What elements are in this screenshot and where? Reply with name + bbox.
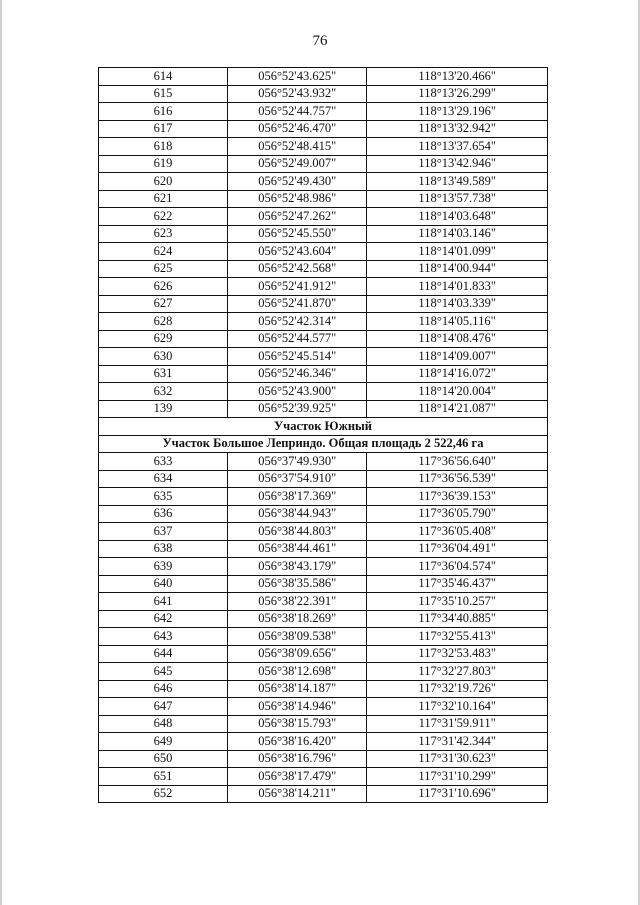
latitude-cell: 056°52'41.912" [228, 278, 367, 296]
point-number-cell: 623 [99, 225, 228, 243]
latitude-cell: 056°52'45.550" [228, 225, 367, 243]
point-number-cell: 624 [99, 243, 228, 261]
longitude-cell: 117°36'56.539" [367, 470, 548, 488]
point-number-cell: 640 [99, 575, 228, 593]
point-number-cell: 647 [99, 698, 228, 716]
point-number-cell: 618 [99, 138, 228, 156]
section-header-row [99, 435, 548, 453]
longitude-cell: 117°34'40.885" [367, 610, 548, 628]
longitude-cell: 117°31'10.299" [367, 768, 548, 786]
longitude-cell: 117°32'55.413" [367, 628, 548, 646]
latitude-cell: 056°52'47.262" [228, 208, 367, 226]
latitude-cell: 056°38'35.586" [228, 575, 367, 593]
longitude-cell: 117°35'10.257" [367, 593, 548, 611]
point-number-cell: 625 [99, 260, 228, 278]
table-row [99, 348, 548, 366]
table-row [99, 698, 548, 716]
table-row [99, 645, 548, 663]
section-title: Участок Южный [99, 418, 548, 436]
longitude-cell: 118°14'20.004" [367, 383, 548, 401]
latitude-cell: 056°52'44.577" [228, 330, 367, 348]
point-number-cell: 629 [99, 330, 228, 348]
longitude-cell: 117°32'19.726" [367, 680, 548, 698]
coordinates-table [98, 67, 548, 803]
point-number-cell: 650 [99, 750, 228, 768]
table-row [99, 330, 548, 348]
point-number-cell: 633 [99, 453, 228, 471]
point-number-cell: 651 [99, 768, 228, 786]
latitude-cell: 056°52'48.986" [228, 190, 367, 208]
latitude-cell: 056°38'14.211" [228, 785, 367, 803]
longitude-cell: 118°13'20.466" [367, 68, 548, 86]
point-number-cell: 617 [99, 120, 228, 138]
longitude-cell: 118°13'37.654" [367, 138, 548, 156]
longitude-cell: 117°36'56.640" [367, 453, 548, 471]
latitude-cell: 056°38'18.269" [228, 610, 367, 628]
longitude-cell: 118°13'42.946" [367, 155, 548, 173]
table-row [99, 768, 548, 786]
longitude-cell: 118°14'00.944" [367, 260, 548, 278]
table-row [99, 523, 548, 541]
table-row [99, 260, 548, 278]
longitude-cell: 117°31'59.911" [367, 715, 548, 733]
point-number-cell: 638 [99, 540, 228, 558]
point-number-cell: 645 [99, 663, 228, 681]
longitude-cell: 118°14'16.072" [367, 365, 548, 383]
table-row [99, 295, 548, 313]
longitude-cell: 117°36'04.574" [367, 558, 548, 576]
table-row [99, 610, 548, 628]
latitude-cell: 056°52'48.415" [228, 138, 367, 156]
latitude-cell: 056°38'09.656" [228, 645, 367, 663]
point-number-cell: 637 [99, 523, 228, 541]
latitude-cell: 056°52'45.514" [228, 348, 367, 366]
longitude-cell: 118°14'01.833" [367, 278, 548, 296]
table-row [99, 190, 548, 208]
latitude-cell: 056°38'09.538" [228, 628, 367, 646]
table-row [99, 505, 548, 523]
longitude-cell: 117°36'39.153" [367, 488, 548, 506]
latitude-cell: 056°38'17.479" [228, 768, 367, 786]
latitude-cell: 056°52'46.470" [228, 120, 367, 138]
latitude-cell: 056°38'16.796" [228, 750, 367, 768]
left-scan-edge [0, 0, 2, 905]
latitude-cell: 056°37'49.930" [228, 453, 367, 471]
point-number-cell: 652 [99, 785, 228, 803]
latitude-cell: 056°52'42.568" [228, 260, 367, 278]
point-number-cell: 619 [99, 155, 228, 173]
point-number-cell: 621 [99, 190, 228, 208]
latitude-cell: 056°52'49.007" [228, 155, 367, 173]
longitude-cell: 117°31'10.696" [367, 785, 548, 803]
table-row [99, 68, 548, 86]
longitude-cell: 118°14'05.116" [367, 313, 548, 331]
section-title: Участок Большое Леприндо. Общая площадь 2 522,46 га [99, 435, 548, 453]
longitude-cell: 118°13'26.299" [367, 85, 548, 103]
longitude-cell: 117°36'04.491" [367, 540, 548, 558]
point-number-cell: 646 [99, 680, 228, 698]
longitude-cell: 118°13'32.942" [367, 120, 548, 138]
latitude-cell: 056°52'43.900" [228, 383, 367, 401]
point-number-cell: 620 [99, 173, 228, 191]
longitude-cell: 118°14'03.339" [367, 295, 548, 313]
longitude-cell: 117°31'42.344" [367, 733, 548, 751]
longitude-cell: 117°32'53.483" [367, 645, 548, 663]
latitude-cell: 056°38'44.943" [228, 505, 367, 523]
latitude-cell: 056°38'17.369" [228, 488, 367, 506]
longitude-cell: 117°35'46.437" [367, 575, 548, 593]
longitude-cell: 118°13'29.196" [367, 103, 548, 121]
point-number-cell: 630 [99, 348, 228, 366]
latitude-cell: 056°38'14.946" [228, 698, 367, 716]
longitude-cell: 118°14'21.087" [367, 400, 548, 418]
point-number-cell: 616 [99, 103, 228, 121]
point-number-cell: 627 [99, 295, 228, 313]
point-number-cell: 649 [99, 733, 228, 751]
point-number-cell: 639 [99, 558, 228, 576]
point-number-cell: 643 [99, 628, 228, 646]
latitude-cell: 056°52'43.932" [228, 85, 367, 103]
latitude-cell: 056°38'44.461" [228, 540, 367, 558]
table-row [99, 680, 548, 698]
point-number-cell: 641 [99, 593, 228, 611]
latitude-cell: 056°38'12.698" [228, 663, 367, 681]
table-row [99, 400, 548, 418]
table-row [99, 593, 548, 611]
table-row [99, 365, 548, 383]
longitude-cell: 118°14'03.146" [367, 225, 548, 243]
point-number-cell: 139 [99, 400, 228, 418]
table-row [99, 138, 548, 156]
table-row [99, 453, 548, 471]
point-number-cell: 644 [99, 645, 228, 663]
longitude-cell: 118°14'09.007" [367, 348, 548, 366]
point-number-cell: 632 [99, 383, 228, 401]
point-number-cell: 614 [99, 68, 228, 86]
table-row [99, 488, 548, 506]
latitude-cell: 056°52'39.925" [228, 400, 367, 418]
latitude-cell: 056°38'44.803" [228, 523, 367, 541]
point-number-cell: 628 [99, 313, 228, 331]
latitude-cell: 056°52'43.604" [228, 243, 367, 261]
table-row [99, 85, 548, 103]
latitude-cell: 056°38'43.179" [228, 558, 367, 576]
page-number: 76 [312, 33, 328, 49]
latitude-cell: 056°52'42.314" [228, 313, 367, 331]
table-row [99, 120, 548, 138]
table-row [99, 715, 548, 733]
latitude-cell: 056°38'22.391" [228, 593, 367, 611]
latitude-cell: 056°52'49.430" [228, 173, 367, 191]
point-number-cell: 648 [99, 715, 228, 733]
point-number-cell: 635 [99, 488, 228, 506]
section-header-row [99, 418, 548, 436]
table-row [99, 785, 548, 803]
table-row [99, 750, 548, 768]
longitude-cell: 117°36'05.790" [367, 505, 548, 523]
latitude-cell: 056°38'16.420" [228, 733, 367, 751]
latitude-cell: 056°52'44.757" [228, 103, 367, 121]
longitude-cell: 118°14'01.099" [367, 243, 548, 261]
longitude-cell: 118°14'03.648" [367, 208, 548, 226]
table-row [99, 173, 548, 191]
table-row [99, 155, 548, 173]
longitude-cell: 118°13'49.589" [367, 173, 548, 191]
table-row [99, 575, 548, 593]
latitude-cell: 056°52'41.870" [228, 295, 367, 313]
table-row [99, 663, 548, 681]
coordinates-table-body [99, 68, 548, 803]
table-row [99, 103, 548, 121]
latitude-cell: 056°52'46.346" [228, 365, 367, 383]
latitude-cell: 056°37'54.910" [228, 470, 367, 488]
table-row [99, 470, 548, 488]
latitude-cell: 056°38'14.187" [228, 680, 367, 698]
table-row [99, 313, 548, 331]
table-row [99, 383, 548, 401]
latitude-cell: 056°38'15.793" [228, 715, 367, 733]
longitude-cell: 117°32'10.164" [367, 698, 548, 716]
point-number-cell: 626 [99, 278, 228, 296]
point-number-cell: 615 [99, 85, 228, 103]
point-number-cell: 642 [99, 610, 228, 628]
point-number-cell: 631 [99, 365, 228, 383]
table-row [99, 225, 548, 243]
longitude-cell: 117°31'30.623" [367, 750, 548, 768]
table-row [99, 278, 548, 296]
table-row [99, 540, 548, 558]
latitude-cell: 056°52'43.625" [228, 68, 367, 86]
table-row [99, 558, 548, 576]
table-row [99, 243, 548, 261]
longitude-cell: 117°36'05.408" [367, 523, 548, 541]
longitude-cell: 118°14'08.476" [367, 330, 548, 348]
point-number-cell: 636 [99, 505, 228, 523]
table-row [99, 733, 548, 751]
longitude-cell: 118°13'57.738" [367, 190, 548, 208]
table-row [99, 628, 548, 646]
table-row [99, 208, 548, 226]
point-number-cell: 622 [99, 208, 228, 226]
longitude-cell: 117°32'27.803" [367, 663, 548, 681]
point-number-cell: 634 [99, 470, 228, 488]
